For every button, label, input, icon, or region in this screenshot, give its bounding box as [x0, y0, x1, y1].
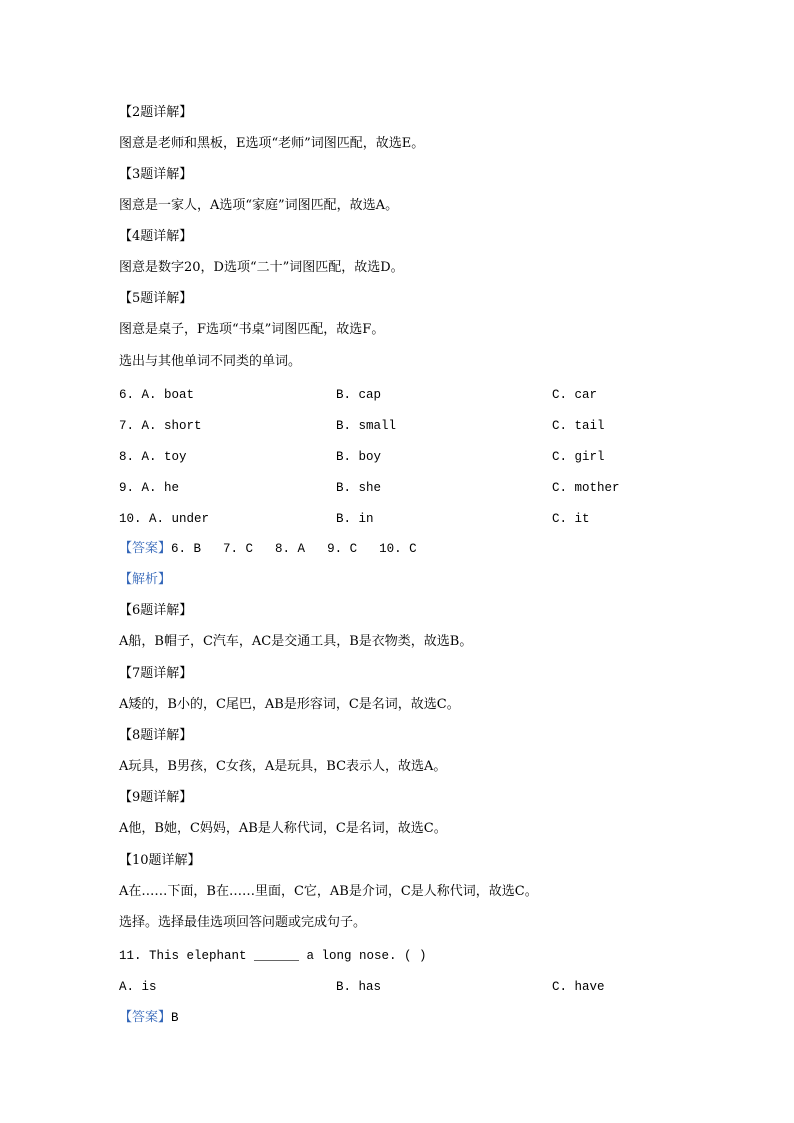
q7-heading: 【7题详解】 [119, 666, 193, 681]
q10-option-a: 10. A. under [119, 512, 210, 526]
q6-heading: 【6题详解】 [119, 603, 193, 618]
analysis-label: 【解析】 [119, 572, 172, 587]
answer-line [119, 540, 417, 558]
q3-explanation: 图意是一家人，A选项“家庭”词图匹配，故选A。 [119, 198, 399, 213]
q10-option-c: C. it [552, 512, 590, 526]
answer-item: 6. B [171, 542, 202, 556]
q4-explanation: 图意是数字20，D选项“二十”词图匹配，故选D。 [119, 260, 404, 275]
q3-heading: 【3题详解】 [119, 167, 193, 182]
q9-heading: 【9题详解】 [119, 790, 193, 805]
q8-heading: 【8题详解】 [119, 728, 193, 743]
answer-item: 7. C [223, 542, 254, 556]
q9-option-b: B. she [336, 481, 382, 495]
answer-item: 10. C [379, 542, 417, 556]
q6-option-b: B. cap [336, 388, 382, 402]
q9-option-a: 9. A. he [119, 481, 180, 495]
q10-explanation: A在……下面，B在……里面，C它，AB是介词，C是人称代词，故选C。 [119, 884, 538, 899]
q2-heading: 【2题详解】 [119, 105, 193, 120]
q11-answer-line [119, 1009, 179, 1027]
q5-explanation: 图意是桌子，F选项“书桌”词图匹配，故选F。 [119, 322, 385, 337]
q7-option-a: 7. A. short [119, 419, 202, 433]
q10-option-b: B. in [336, 512, 374, 526]
answer-value: B [171, 1011, 179, 1025]
part2-instruction: 选出与其他单词不同类的单词。 [119, 354, 302, 369]
q4-heading: 【4题详解】 [119, 229, 193, 244]
answer-label: 【答案】 [119, 541, 172, 556]
part3-instruction: 选择。选择最佳选项回答问题或完成句子。 [119, 915, 367, 930]
q6-option-a: 6. A. boat [119, 388, 195, 402]
q11-option-b: B. has [336, 980, 382, 994]
answer-item: 8. A [275, 542, 306, 556]
q6-explanation: A船，B帽子，C汽车，AC是交通工具，B是衣物类，故选B。 [119, 634, 473, 649]
answer-label: 【答案】 [119, 1010, 172, 1025]
q8-explanation: A玩具，B男孩，C女孩，A是玩具，BC表示人，故选A。 [119, 759, 447, 774]
q5-heading: 【5题详解】 [119, 291, 193, 306]
q11-question: 11. This elephant ______ a long nose. ( ) [119, 949, 427, 963]
q8-option-a: 8. A. toy [119, 450, 187, 464]
q9-explanation: A他，B她，C妈妈，AB是人称代词，C是名词，故选C。 [119, 821, 447, 836]
q2-explanation: 图意是老师和黑板，E选项“老师”词图匹配，故选E。 [119, 136, 425, 151]
answer-item: 9. C [327, 542, 358, 556]
q11-option-a: A. is [119, 980, 157, 994]
q9-option-c: C. mother [552, 481, 620, 495]
q7-option-b: B. small [336, 419, 397, 433]
q6-option-c: C. car [552, 388, 598, 402]
q8-option-b: B. boy [336, 450, 382, 464]
q10-heading: 【10题详解】 [119, 853, 201, 868]
q7-option-c: C. tail [552, 419, 605, 433]
q8-option-c: C. girl [552, 450, 605, 464]
q7-explanation: A矮的，B小的，C尾巴，AB是形容词，C是名词，故选C。 [119, 697, 460, 712]
q11-option-c: C. have [552, 980, 605, 994]
